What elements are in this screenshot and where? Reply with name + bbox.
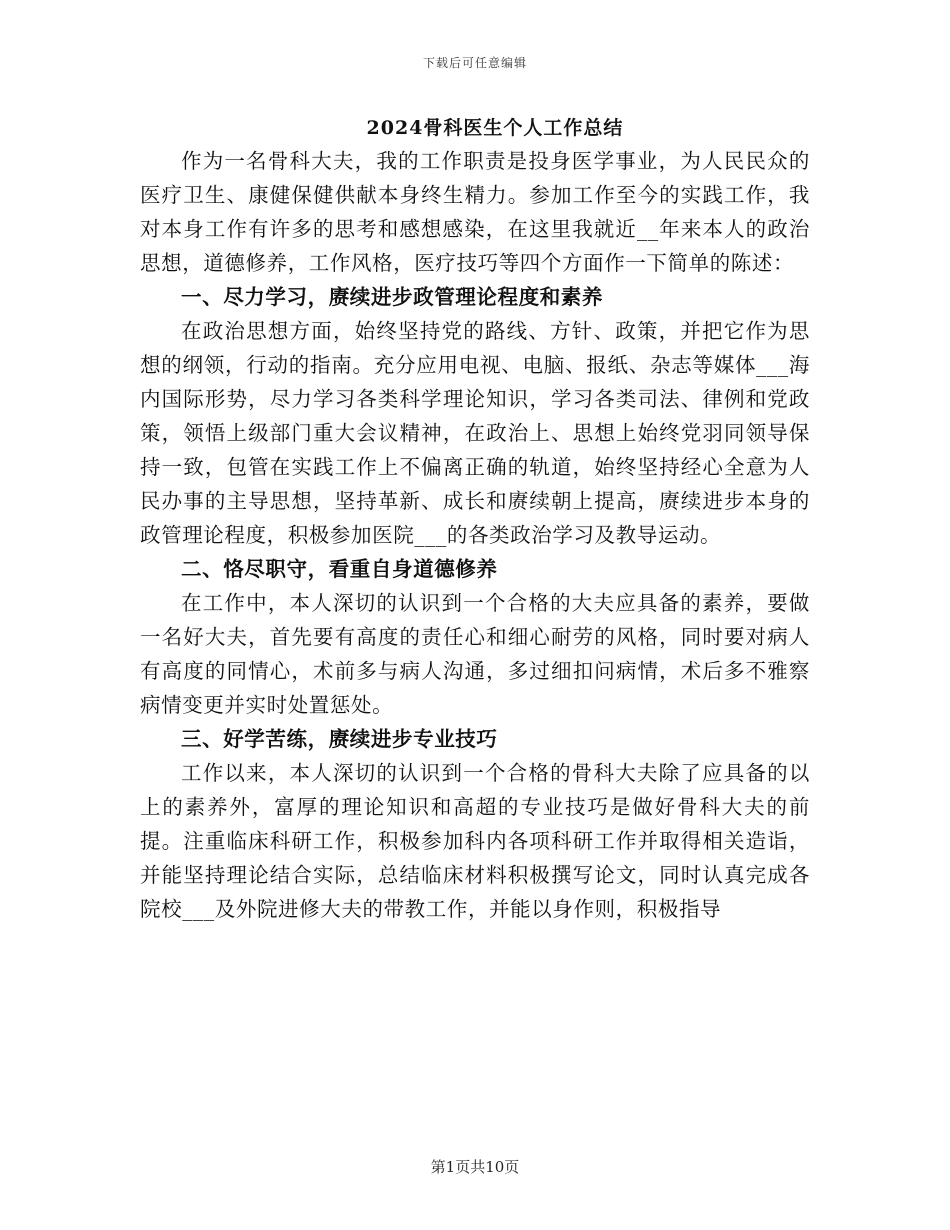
section-2-heading: 二、恪尽职守，看重自身道德修养 xyxy=(181,557,498,581)
section-3-body: 工作以来，本人深切的认识到一个合格的骨科大夫除了应具备的以上的素养外，富厚的理论知识和高超的专业技巧是做好骨科大夫的前提。注重临床科研工作，积极参加科内各项科研工作并取得相关造诣，并能坚持理论结合实际，总结临床材料积极撰写论文，同时认真完成各院校___及外院进修大夫的带教工作，并能以身作则，积极指导 xyxy=(140,761,810,921)
section-1-body: 在政治思想方面，始终坚持党的路线、方针、政策，并把它作为思想的纲领，行动的指南。充分应用电视、电脑、报纸、杂志等媒体___海内国际形势，尽力学习各类科学理论知识，学习各类司法、律例和党政策，领悟上级部门重大会议精神，在政治上、思想上始终党羽同领导保持一致，包管在实践工作上不偏离正确的轨道，始终坚持经心全意为人民办事的主导思想，坚持革新、成长和赓续朝上提高，赓续进步本身的政管理论程度，积极参加医院___的各类政治学习及教导运动。 xyxy=(140,319,810,547)
intro-paragraph: 作为一名骨科大夫，我的工作职责是投身医学事业，为人民民众的医疗卫生、康健保健供献本身终生精力。参加工作至今的实践工作，我对本身工作有许多的思考和感想感染，在这里我就近__年来本人的政治思想，道德修养，工作风格，医疗技巧等四个方面作一下简单的陈述： xyxy=(140,149,810,275)
document-title: 2024骨科医生个人工作总结 xyxy=(366,117,624,139)
section-1-heading: 一、尽力学习，赓续进步政管理论程度和素养 xyxy=(181,285,603,309)
page-footer: 第1页共10页 xyxy=(430,1158,520,1176)
section-2-body: 在工作中，本人深切的认识到一个合格的大夫应具备的素养，要做一名好大夫，首先要有高度的责任心和细心耐劳的风格，同时要对病人有高度的同情心，术前多与病人沟通，多过细扣问病情，术后多不雅察病情变更并实时处置惩处。 xyxy=(140,591,810,717)
header-note: 下载后可任意编辑 xyxy=(422,56,527,70)
section-3-heading: 三、好学苦练，赓续进步专业技巧 xyxy=(181,727,498,751)
document-body xyxy=(140,144,810,926)
